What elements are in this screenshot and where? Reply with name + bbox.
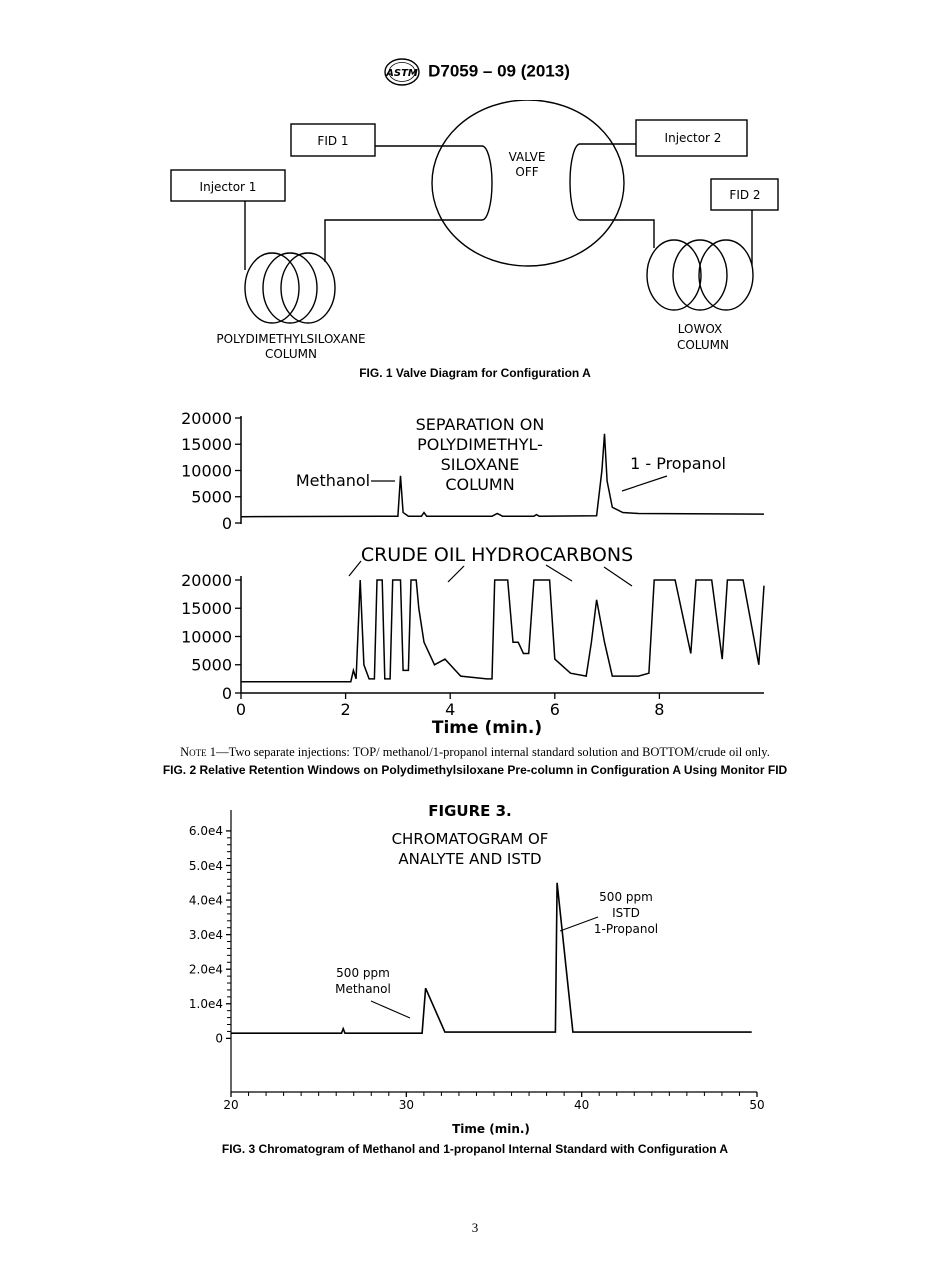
column1-label-line1: POLYDIMETHYLSILOXANE — [216, 332, 366, 346]
fig3-caption: FIG. 3 Chromatogram of Methanol and 1-propanol Internal Standard with Configuration A — [221, 1142, 729, 1156]
fig3-series-line — [231, 883, 752, 1033]
y-tick-label: 10000 — [181, 627, 232, 647]
astm-logo-text: ASTM — [386, 68, 418, 79]
column2-label-line2: COLUMN — [676, 338, 730, 352]
y-tick-label: 0 — [221, 513, 232, 530]
crude-leader-3 — [546, 565, 572, 581]
x-tick-label: 0 — [235, 700, 247, 719]
fig3-chart — [0, 795, 950, 1145]
y-tick-label: 5000 — [191, 487, 232, 507]
bottom-series-line — [241, 580, 764, 682]
fig3-x-label: Time (min.) — [452, 1122, 530, 1136]
x-tick-label: 30 — [398, 1098, 414, 1112]
top-title-line2: POLYDIMETHYL- — [417, 435, 543, 454]
polydimethylsiloxane-coil — [245, 253, 335, 323]
crude-leader-4 — [604, 567, 632, 586]
methanol-peak-label-line2: Methanol — [335, 982, 391, 996]
x-tick-label: 6 — [549, 700, 560, 719]
y-tick-label: 5.0e4 — [188, 858, 223, 873]
fig2-bottom-chart — [0, 540, 950, 740]
fid2-label: FID 2 — [729, 188, 761, 202]
y-tick-label: 20000 — [181, 408, 232, 428]
y-tick-label: 0 — [215, 1031, 223, 1046]
propanol-leader — [622, 476, 667, 491]
fig3-subtitle-line1: CHROMATOGRAM OF — [391, 830, 549, 848]
y-tick-label: 0 — [221, 683, 232, 703]
note-prefix: Note 1 — [180, 745, 217, 759]
y-tick-label: 3.0e4 — [188, 927, 223, 942]
x-tick-label: 40 — [574, 1098, 590, 1112]
column1-label-line2: COLUMN — [264, 347, 318, 361]
fig2-top-chart — [0, 400, 950, 530]
valve-right-loop — [570, 144, 654, 248]
x-tick-label: 50 — [749, 1098, 765, 1112]
methanol-peak-leader — [371, 1001, 410, 1018]
valve-left-loop — [325, 146, 492, 262]
top-title-line4: COLUMN — [445, 475, 515, 494]
propanol-annotation: 1 - Propanol — [630, 454, 726, 473]
fig1-valve-diagram — [0, 100, 950, 370]
crude-leader-2 — [448, 566, 464, 582]
column2-label-line1: LOWOX — [677, 322, 723, 336]
crude-oil-title: CRUDE OIL HYDROCARBONS — [360, 544, 634, 566]
fig2-note — [0, 745, 950, 760]
note-text: —Two separate injections: TOP/ methanol/1-propanol internal standard solution and BOTTOM/crude oil only. — [216, 745, 770, 759]
valve-label-line1: VALVE — [508, 150, 546, 164]
istd-peak-label-line2: ISTD — [612, 906, 640, 920]
y-tick-label: 1.0e4 — [188, 997, 223, 1012]
page-number: 3 — [471, 1220, 479, 1235]
methanol-peak-label-line1: 500 ppm — [336, 966, 390, 980]
methanol-annotation: Methanol — [295, 471, 371, 490]
istd-peak-leader — [560, 917, 598, 931]
document-designation: D7059 – 09 (2013) — [428, 61, 570, 81]
top-title-line1: SEPARATION ON — [415, 415, 545, 434]
injector2-label: Injector 2 — [664, 131, 722, 145]
y-tick-label: 15000 — [181, 435, 232, 455]
x-tick-label: 8 — [654, 700, 665, 719]
x-tick-label: 4 — [445, 700, 456, 719]
top-title-line3: SILOXANE — [440, 455, 520, 474]
istd-peak-label-line3: 1-Propanol — [593, 922, 659, 936]
istd-peak-label-line1: 500 ppm — [599, 890, 653, 904]
y-tick-label: 20000 — [181, 570, 232, 590]
fid1-label: FID 1 — [317, 134, 349, 148]
crude-leader-1 — [349, 561, 361, 576]
fig2-caption: FIG. 2 Relative Retention Windows on Polydimethylsiloxane Pre-column in Configuration A Using Monitor FID — [162, 763, 788, 777]
valve-label-line2: OFF — [515, 165, 539, 179]
page-header — [0, 56, 950, 88]
y-tick-label: 10000 — [181, 461, 232, 481]
injector1-label: Injector 1 — [199, 180, 257, 194]
y-tick-label: 6.0e4 — [188, 824, 223, 839]
x-tick-label: 2 — [340, 700, 351, 719]
y-tick-label: 2.0e4 — [188, 962, 223, 977]
valve-circle — [432, 100, 624, 266]
lowox-coil — [647, 240, 753, 310]
x-tick-label: 20 — [223, 1098, 239, 1112]
astm-logo — [380, 56, 424, 88]
fig3-title: FIGURE 3. — [428, 802, 512, 820]
y-tick-label: 4.0e4 — [188, 893, 223, 908]
bottom-x-label: Time (min.) — [431, 718, 543, 738]
fig3-subtitle-line2: ANALYTE AND ISTD — [398, 850, 542, 868]
y-tick-label: 5000 — [191, 655, 232, 675]
fig1-caption: FIG. 1 Valve Diagram for Configuration A — [359, 366, 591, 380]
y-tick-label: 15000 — [181, 599, 232, 619]
